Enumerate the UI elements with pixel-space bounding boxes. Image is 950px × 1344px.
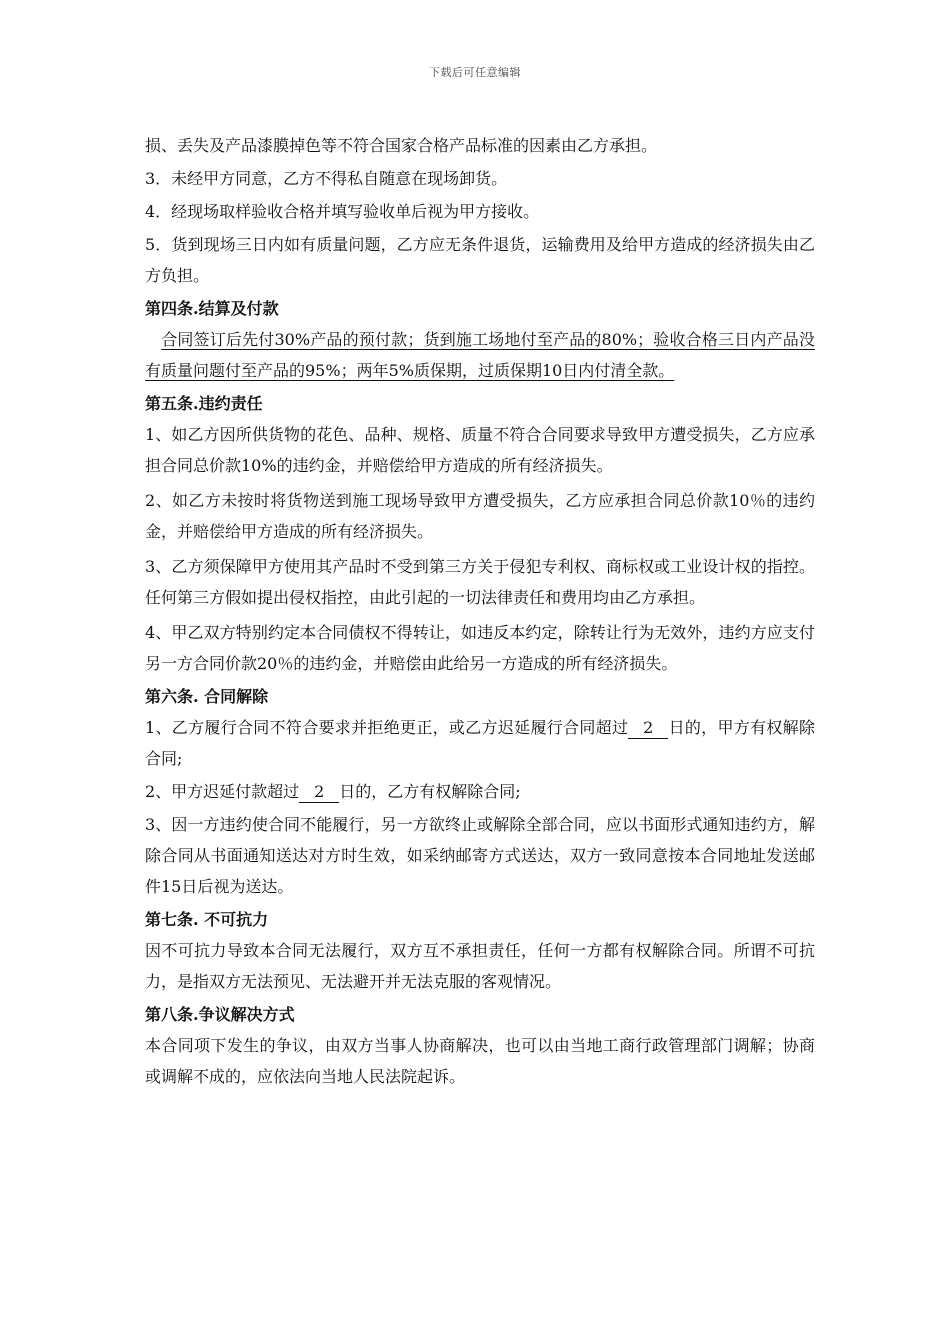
section-6-item-2 <box>145 776 815 807</box>
section-6-item-1-text: 1、乙方履行合同不符合要求并拒绝更正，或乙方迟延履行合同超过 <box>145 718 629 737</box>
page-header: 下载后可任意编辑 <box>429 66 521 79</box>
section-8-title: 第八条.争议解决方式 <box>145 1005 295 1024</box>
section-6-title: 第六条. 合同解除 <box>145 687 269 706</box>
section-6-item-1 <box>145 712 815 774</box>
section-7-title: 第七条. 不可抗力 <box>145 910 269 929</box>
section-7-body: 因不可抗力导致本合同无法履行，双方互不承担责任，任何一方都有权解除合同。所谓不可抗力，是指双方无法预见、无法避开并无法克服的客观情况。 <box>145 941 815 991</box>
section-5-item-4: 4、甲乙双方特别约定本合同债权不得转让，如违反本约定，除转让行为无效外，违约方应支付另一方合同价款20％的违约金，并赔偿由此给另一方造成的所有经济损失。 <box>145 623 815 673</box>
clause-3-continued: 损、丢失及产品漆膜掉色等不符合国家合格产品标准的因素由乙方承担。 <box>145 136 658 155</box>
section-5-item-3: 3、乙方须保障甲方使用其产品时不受到第三方关于侵犯专利权、商标权或工业设计权的指控。任何第三方假如提出侵权指控，由此引起的一切法律责任和费用均由乙方承担。 <box>145 557 815 607</box>
section-6-item-2-tail: 日的，乙方有权解除合同; <box>339 782 521 801</box>
payment-terms: 合同签订后先付30%产品的预付款；货到施工场地付至产品的80%；验收合格三日内产品没有质量问题付至产品的95%；两年5%质保期，过质保期10日内付清全款。 <box>145 330 815 380</box>
delay-days-blank: 2 <box>628 718 668 739</box>
clause-3-item-5: 5．货到现场三日内如有质量问题，乙方应无条件退货，运输费用及给甲方造成的经济损失由乙方负担。 <box>145 235 815 285</box>
clause-3-item-4: 4．经现场取样验收合格并填写验收单后视为甲方接收。 <box>145 202 540 221</box>
section-6-item-1-tail: 日的，甲方有权解除合同; <box>145 718 815 768</box>
section-6-item-2-text: 2、甲方迟延付款超过 <box>145 782 300 801</box>
contract-body <box>145 130 815 1094</box>
section-5-item-2: 2、如乙方未按时将货物送到施工现场导致甲方遭受损失，乙方应承担合同总价款10％的违约金，并赔偿给甲方造成的所有经济损失。 <box>145 491 815 541</box>
clause-3-item-3: 3．未经甲方同意，乙方不得私自随意在现场卸货。 <box>145 169 508 188</box>
section-8-body: 本合同项下发生的争议，由双方当事人协商解决，也可以由当地工商行政管理部门调解；协商或调解不成的，应依法向当地人民法院起诉。 <box>145 1036 815 1086</box>
section-5-title: 第五条.违约责任 <box>145 394 263 413</box>
payment-delay-days-blank: 2 <box>299 782 339 803</box>
section-4-body <box>145 324 815 386</box>
section-4-title: 第四条.结算及付款 <box>145 299 279 318</box>
section-5-item-1: 1、如乙方因所供货物的花色、品种、规格、质量不符合合同要求导致甲方遭受损失，乙方应承担合同总价款10%的违约金，并赔偿给甲方造成的所有经济损失。 <box>145 425 815 475</box>
section-6-item-3: 3、因一方违约使合同不能履行，另一方欲终止或解除全部合同，应以书面形式通知违约方，解除合同从书面通知送达对方时生效，如采纳邮寄方式送达，双方一致同意按本合同地址发送邮件15日后视为送达。 <box>145 815 815 896</box>
